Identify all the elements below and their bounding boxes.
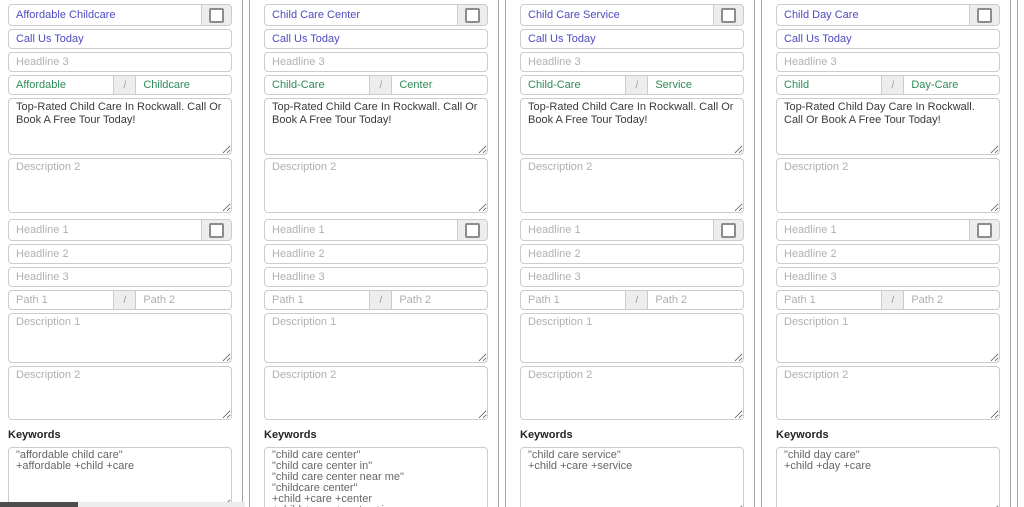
- path-1-input[interactable]: [264, 290, 370, 310]
- headline-3-input[interactable]: [8, 52, 232, 72]
- path-2-input[interactable]: [136, 290, 232, 310]
- checkbox-addon: [458, 219, 488, 241]
- path-separator: /: [370, 290, 392, 310]
- headline-2-input[interactable]: [8, 29, 232, 49]
- description-2-textarea[interactable]: [264, 158, 488, 213]
- headline-3-input[interactable]: [264, 52, 488, 72]
- path-2-input[interactable]: [392, 75, 488, 95]
- path-separator: /: [114, 290, 136, 310]
- path-1-input[interactable]: [8, 290, 114, 310]
- keywords-textarea[interactable]: [520, 447, 744, 507]
- keywords-textarea[interactable]: [264, 447, 488, 507]
- headline-2-input[interactable]: [8, 244, 232, 264]
- path-1-input[interactable]: [8, 75, 114, 95]
- headline-2-input[interactable]: [776, 244, 1000, 264]
- headline-3-input[interactable]: [776, 52, 1000, 72]
- headline-1-input[interactable]: [776, 4, 970, 26]
- description-2-textarea[interactable]: [264, 366, 488, 420]
- next-column-edge: [1017, 0, 1024, 507]
- path-2-input[interactable]: [648, 290, 744, 310]
- path-2-input[interactable]: [648, 75, 744, 95]
- checkbox-addon: [202, 219, 232, 241]
- select-ad-checkbox[interactable]: [209, 223, 224, 238]
- select-ad-checkbox[interactable]: [465, 8, 480, 23]
- headline-1-input[interactable]: [264, 4, 458, 26]
- checkbox-addon: [970, 4, 1000, 26]
- headline-2-input[interactable]: [520, 244, 744, 264]
- headline-2-input[interactable]: [520, 29, 744, 49]
- path-1-input[interactable]: [264, 75, 370, 95]
- select-ad-checkbox[interactable]: [721, 8, 736, 23]
- path-2-input[interactable]: [136, 75, 232, 95]
- description-1-textarea[interactable]: [776, 98, 1000, 155]
- ad-editor-2: [8, 219, 232, 420]
- headline-1-input[interactable]: [8, 4, 202, 26]
- description-2-textarea[interactable]: [8, 158, 232, 213]
- headline-1-input[interactable]: [776, 219, 970, 241]
- ad-editor-1: [520, 4, 744, 213]
- ad-editor-1: [776, 4, 1000, 213]
- path-separator: /: [626, 75, 648, 95]
- ad-editor-2: [776, 219, 1000, 420]
- keywords-textarea[interactable]: [776, 447, 1000, 507]
- description-1-textarea[interactable]: [8, 98, 232, 155]
- path-separator: /: [114, 75, 136, 95]
- headline-3-input[interactable]: [776, 267, 1000, 287]
- path-1-input[interactable]: [520, 290, 626, 310]
- adgroup-column: [761, 0, 1011, 507]
- checkbox-addon: [202, 4, 232, 26]
- adgroup-column: [0, 0, 243, 507]
- headline-3-input[interactable]: [520, 52, 744, 72]
- path-separator: /: [882, 290, 904, 310]
- checkbox-addon: [458, 4, 488, 26]
- headline-1-input[interactable]: [520, 219, 714, 241]
- checkbox-addon: [714, 4, 744, 26]
- headline-2-input[interactable]: [264, 244, 488, 264]
- path-1-input[interactable]: [776, 75, 882, 95]
- headline-3-input[interactable]: [264, 267, 488, 287]
- ad-editor-1: [8, 4, 232, 213]
- select-ad-checkbox[interactable]: [465, 223, 480, 238]
- ad-editor-1: [264, 4, 488, 213]
- description-2-textarea[interactable]: [776, 158, 1000, 213]
- select-ad-checkbox[interactable]: [977, 223, 992, 238]
- description-1-textarea[interactable]: [520, 98, 744, 155]
- select-ad-checkbox[interactable]: [209, 8, 224, 23]
- path-separator: /: [370, 75, 392, 95]
- description-1-textarea[interactable]: [776, 313, 1000, 363]
- ad-editor-2: [264, 219, 488, 420]
- path-2-input[interactable]: [904, 290, 1000, 310]
- headline-1-input[interactable]: [8, 219, 202, 241]
- description-1-textarea[interactable]: [264, 313, 488, 363]
- path-separator: /: [882, 75, 904, 95]
- description-2-textarea[interactable]: [520, 366, 744, 420]
- description-1-textarea[interactable]: [264, 98, 488, 155]
- ad-editor-2: [520, 219, 744, 420]
- description-1-textarea[interactable]: [8, 313, 232, 363]
- adgroup-column: [505, 0, 755, 507]
- keywords-label: Keywords: [520, 429, 573, 441]
- keywords-label: Keywords: [8, 429, 61, 441]
- path-separator: /: [626, 290, 648, 310]
- headline-3-input[interactable]: [8, 267, 232, 287]
- headline-1-input[interactable]: [264, 219, 458, 241]
- horizontal-scrollbar-thumb[interactable]: [0, 502, 78, 507]
- headline-2-input[interactable]: [264, 29, 488, 49]
- horizontal-scrollbar[interactable]: [0, 502, 245, 507]
- description-2-textarea[interactable]: [520, 158, 744, 213]
- keywords-textarea[interactable]: [8, 447, 232, 507]
- path-2-input[interactable]: [392, 290, 488, 310]
- checkbox-addon: [970, 219, 1000, 241]
- headline-3-input[interactable]: [520, 267, 744, 287]
- headline-1-input[interactable]: [520, 4, 714, 26]
- select-ad-checkbox[interactable]: [977, 8, 992, 23]
- headline-2-input[interactable]: [776, 29, 1000, 49]
- description-1-textarea[interactable]: [520, 313, 744, 363]
- keywords-label: Keywords: [776, 429, 829, 441]
- checkbox-addon: [714, 219, 744, 241]
- path-1-input[interactable]: [520, 75, 626, 95]
- select-ad-checkbox[interactable]: [721, 223, 736, 238]
- description-2-textarea[interactable]: [776, 366, 1000, 420]
- keywords-label: Keywords: [264, 429, 317, 441]
- description-2-textarea[interactable]: [8, 366, 232, 420]
- adgroup-column: [249, 0, 499, 507]
- path-2-input[interactable]: [904, 75, 1000, 95]
- path-1-input[interactable]: [776, 290, 882, 310]
